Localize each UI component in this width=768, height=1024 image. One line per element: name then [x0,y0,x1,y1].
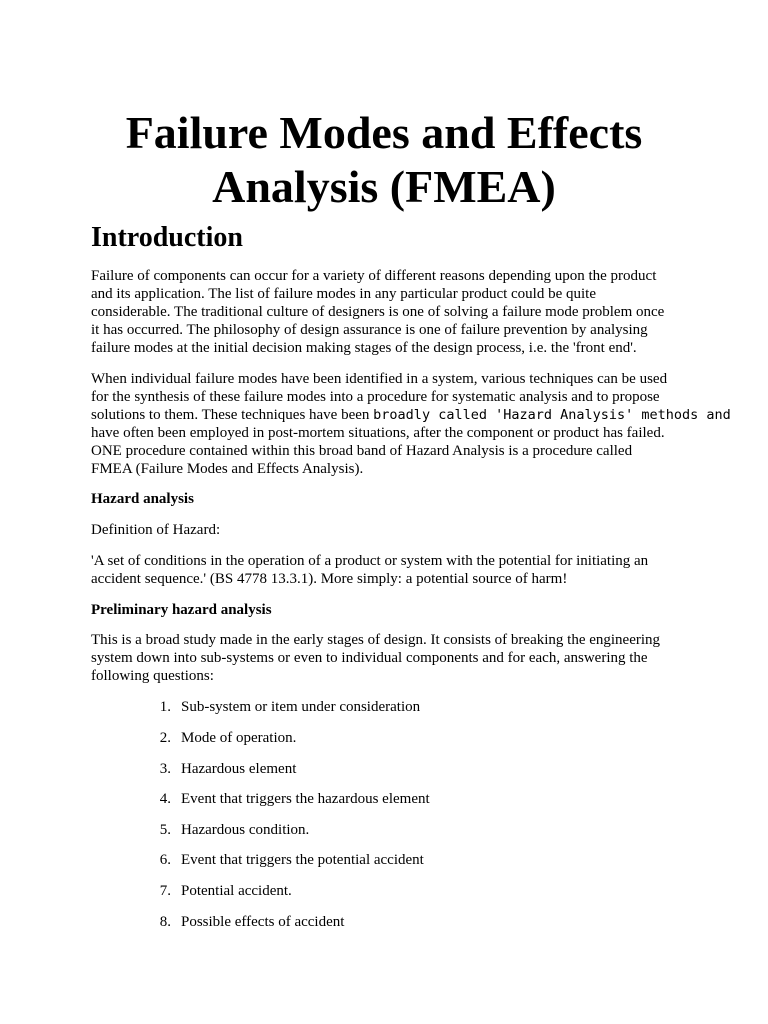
document-title-line-1: Failure Modes and Effects [125,107,643,158]
definition-quote-line: accident sequence.' (BS 4778 13.3.1). More simply: a potential source of harm! [91,571,568,587]
list-item: Potential accident. [181,883,292,899]
preliminary-paragraph-line: following questions: [91,668,214,684]
paragraph-1-line: and its application. The list of failure modes in any particular product could be quite [91,286,596,302]
paragraph-2-line [91,406,731,424]
paragraph-2-mono-fragment: broadly called 'Hazard Analysis' methods and [373,407,731,423]
list-item-number: 4. [159,791,171,807]
list-item-number: 6. [159,852,171,868]
list-item-number: 3. [159,761,171,777]
paragraph-1-line: considerable. The traditional culture of designers is one of solving a failure mode problem once [91,304,665,320]
paragraph-2-line: have often been employed in post-mortem situations, after the component or product has failed. [91,425,665,441]
paragraph-1-line: failure modes at the initial decision making stages of the design process, i.e. the 'front end'. [91,340,637,356]
paragraph-2-line: FMEA (Failure Modes and Effects Analysis). [91,461,364,477]
list-item: Event that triggers the potential accident [181,852,424,868]
definition-quote-line: 'A set of conditions in the operation of a product or system with the potential for initiating an [91,553,649,569]
list-item-number: 1. [159,699,171,715]
list-item-number: 7. [159,883,171,899]
list-item-number: 2. [159,730,171,746]
hazard-analysis-heading: Hazard analysis [91,491,194,507]
list-item: Hazardous condition. [181,822,310,838]
list-item: Hazardous element [181,761,297,777]
paragraph-2-line: ONE procedure contained within this broad band of Hazard Analysis is a procedure called [91,443,633,459]
introduction-heading: Introduction [91,222,243,253]
list-item-number: 8. [159,914,171,930]
preliminary-hazard-heading: Preliminary hazard analysis [91,602,272,618]
preliminary-paragraph-line: system down into sub-systems or even to individual components and for each, answering the [91,650,648,666]
list-item: Sub-system or item under consideration [181,699,421,715]
paragraph-2-line: for the synthesis of these failure modes into a procedure for systematic analysis and to propose [91,389,660,405]
paragraph-2-line: When individual failure modes have been identified in a system, various techniques can be used [91,371,668,387]
document-title-line-2: Analysis (FMEA) [212,161,556,212]
paragraph-1-line: it has occurred. The philosophy of design assurance is one of failure prevention by analysing [91,322,648,338]
list-item: Mode of operation. [181,730,297,746]
list-item-number: 5. [159,822,171,838]
preliminary-paragraph-line: This is a broad study made in the early stages of design. It consists of breaking the engineering [91,632,661,648]
paragraph-2-serif-fragment: solutions to them. These techniques have been [91,407,374,423]
definition-label: Definition of Hazard: [91,522,221,538]
paragraph-1-line: Failure of components can occur for a variety of different reasons depending upon the product [91,268,657,284]
list-item: Event that triggers the hazardous element [181,791,430,807]
list-item: Possible effects of accident [181,914,345,930]
